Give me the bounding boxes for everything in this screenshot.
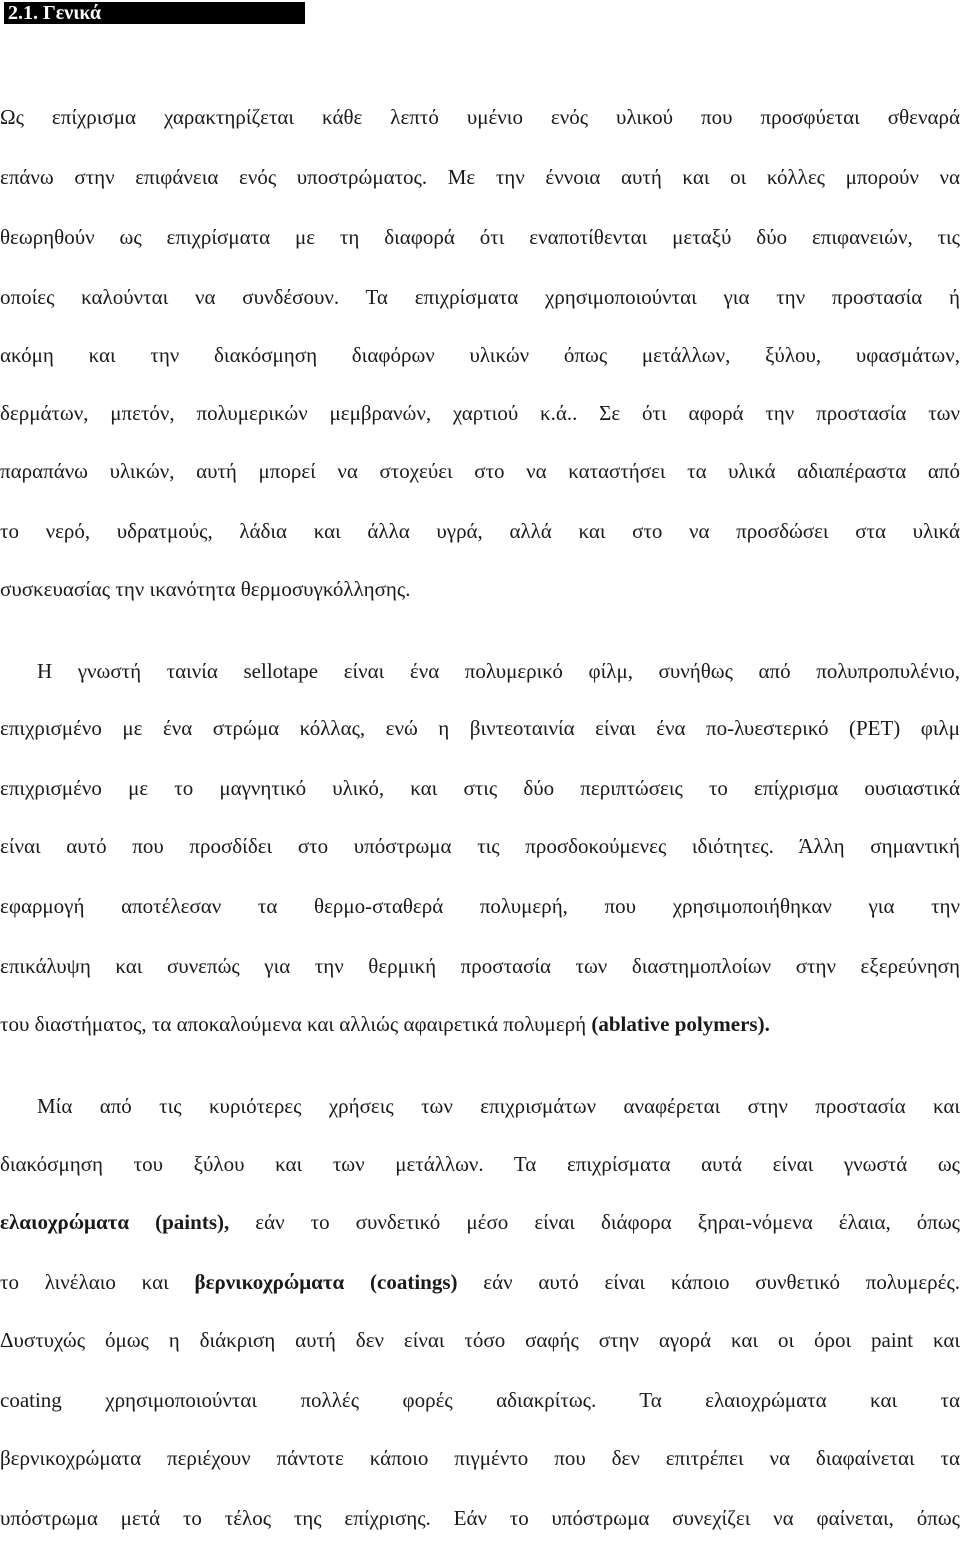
text-line: [0, 1208, 960, 1236]
text-line: εφαρμογή αποτέλεσαν τα θερμο-σταθερά πολυμερή, που χρησιμοποιήθηκαν για την: [0, 894, 960, 918]
text-line: Μία από τις κυριότερες χρήσεις των επιχρισμάτων αναφέρεται στην προστασία και: [37, 1094, 960, 1118]
text-line: [0, 1268, 960, 1296]
text-line: επικάλυψη και συνεπώς για την θερμική προστασία των διαστημοπλοίων στην εξερεύνηση: [0, 954, 960, 978]
text-line: επάνω στην επιφάνεια ενός υποστρώματος. Με την έννοια αυτή και οι κόλλες μπορούν να: [0, 165, 960, 189]
text-line: το νερό, υδρατμούς, λάδια και άλλα υγρά, αλλά και στο να προσδώσει στα υλικά: [0, 519, 960, 543]
text-line: Ως επίχρισμα χαρακτηρίζεται κάθε λεπτό υμένιο ενός υλικού που προσφύεται σθεναρά: [0, 105, 960, 129]
text-segment: εάν το συνδετικό μέσο είναι διάφορα ξηραι-νόμενα έλαια, όπως: [255, 1210, 960, 1234]
text-line: θεωρηθούν ως επιχρίσματα με τη διαφορά ότι εναποτίθενται μεταξύ δύο επιφανειών, τις: [0, 225, 960, 249]
text-line: είναι αυτό που προσδίδει στο υπόστρωμα τις προσδοκούμενες ιδιότητες. Άλλη σημαντική: [0, 834, 960, 858]
text-line: υπόστρωμα μετά το τέλος της επίχρισης. Εάν το υπόστρωμα συνεχίζει να φαίνεται, όπως: [0, 1506, 960, 1530]
section-heading: 2.1. Γενικά: [4, 2, 305, 24]
text-line: [0, 1010, 960, 1038]
bold-term: βερνικοχρώματα (coatings): [194, 1270, 458, 1294]
text-segment: εάν αυτό είναι κάποιο συνθετικό πολυμερές.: [483, 1270, 960, 1294]
text-line: βερνικοχρώματα περιέχουν πάντοτε κάποιο πιγμέντο που δεν επιτρέπει να διαφαίνεται τα: [0, 1446, 960, 1470]
bold-term: ελαιοχρώματα (paints),: [0, 1210, 230, 1234]
text-line: επιχρισμένο με το μαγνητικό υλικό, και στις δύο περιπτώσεις το επίχρισμα ουσιαστικά: [0, 776, 960, 800]
text-line: Δυστυχώς όμως η διάκριση αυτή δεν είναι τόσο σαφής στην αγορά και οι όροι paint και: [0, 1328, 960, 1352]
text-segment: το λινέλαιο και: [0, 1270, 169, 1294]
text-segment: του διαστήματος, τα αποκαλούμενα και αλλιώς αφαιρετικά πολυμερή: [0, 1012, 587, 1036]
text-line: επιχρισμένο με ένα στρώμα κόλλας, ενώ η βιντεοταινία είναι ένα πο-λυεστερικό (PET) φιλμ: [0, 716, 960, 740]
text-line: coating χρησιμοποιούνται πολλές φορές αδιακρίτως. Τα ελαιοχρώματα και τα: [0, 1388, 960, 1412]
text-line: παραπάνω υλικών, αυτή μπορεί να στοχεύει στο να καταστήσει τα υλικά αδιαπέραστα από: [0, 459, 960, 483]
text-line: συσκευασίας την ικανότητα θερμοσυγκόλλησης.: [0, 577, 411, 601]
bold-term: (ablative polymers).: [591, 1012, 770, 1036]
text-line: οποίες καλούνται να συνδέσουν. Τα επιχρίσματα χρησιμοποιούνται για την προστασία ή: [0, 285, 960, 309]
text-line: δερμάτων, μπετόν, πολυμερικών μεμβρανών, χαρτιού κ.ά.. Σε ότι αφορά την προστασία των: [0, 401, 960, 425]
text-line: Η γνωστή ταινία sellotape είναι ένα πολυμερικό φίλμ, συνήθως από πολυπροπυλένιο,: [37, 659, 960, 683]
text-line: ακόμη και την διακόσμηση διαφόρων υλικών όπως μετάλλων, ξύλου, υφασμάτων,: [0, 343, 960, 367]
text-line: διακόσμηση του ξύλου και των μετάλλων. Τα επιχρίσματα αυτά είναι γνωστά ως: [0, 1152, 960, 1176]
